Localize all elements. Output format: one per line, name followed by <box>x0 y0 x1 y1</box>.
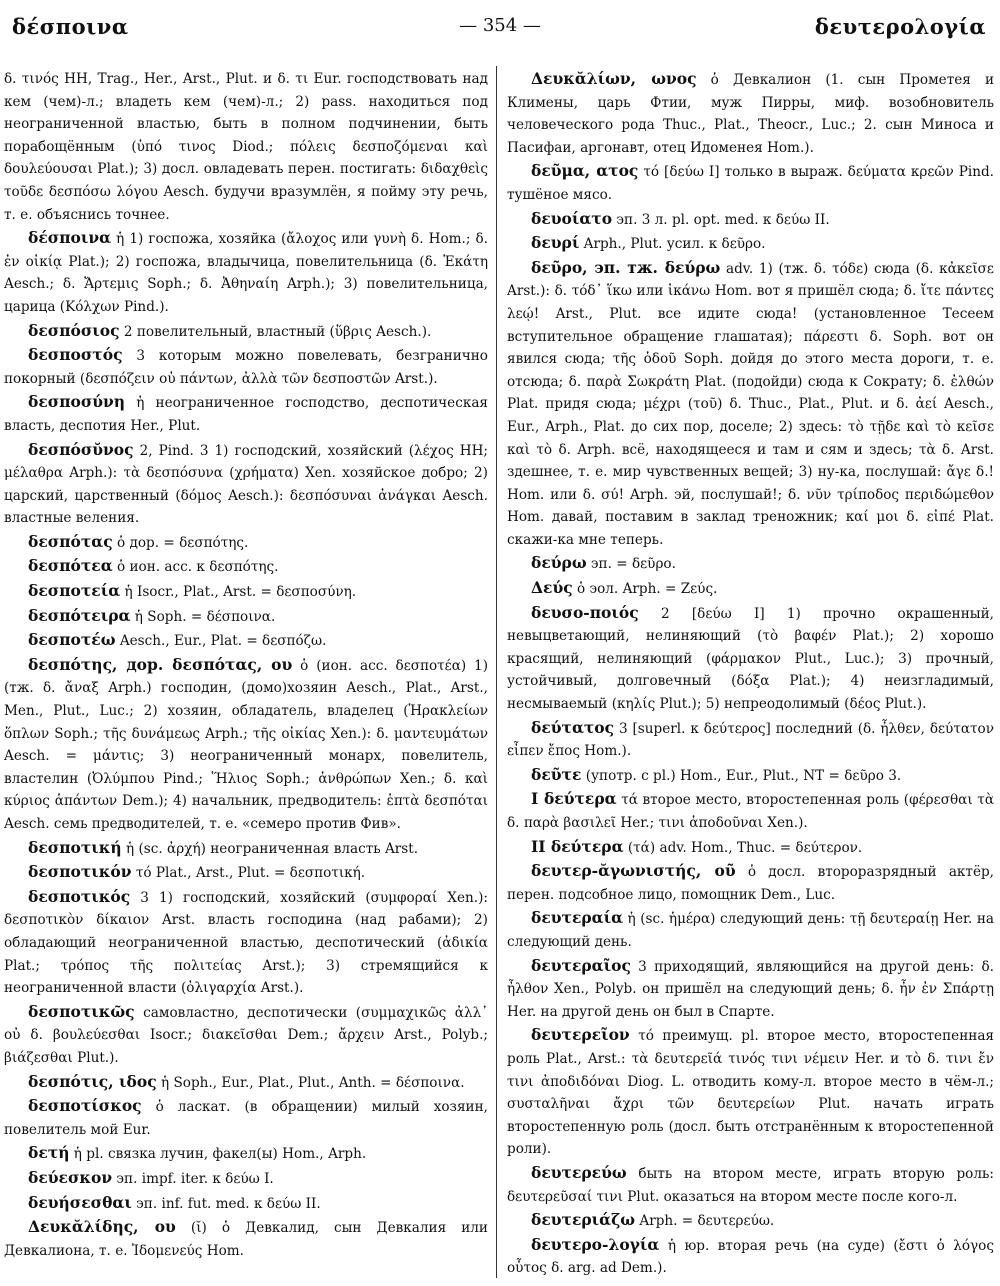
dictionary-entry <box>4 227 488 318</box>
dictionary-entry <box>507 68 994 159</box>
entry-headword: δέσποινα <box>28 228 112 248</box>
entry-headword: δεσπότεα <box>28 556 113 576</box>
entry-definition: ἡ Soph., Eur., Plat., Plut., Anth. = δέσποινα. <box>160 1074 465 1091</box>
entry-headword: δευοίατο <box>531 208 613 228</box>
dictionary-entry <box>4 837 488 861</box>
entry-definition: τό Plat., Arst., Plut. = δεσποτική. <box>135 865 366 882</box>
dictionary-entry <box>4 344 488 390</box>
dictionary-entry <box>507 1024 994 1161</box>
dictionary-entry <box>4 1071 488 1095</box>
entry-headword: δεῦμα, ατος <box>531 161 639 181</box>
entry-definition: ἡ (sc. ἀρχή) неограниченная власть Arst. <box>126 840 419 857</box>
entry-headword: δευτεραῖος <box>531 955 631 975</box>
dictionary-entry <box>507 788 994 834</box>
entry-definition: 3 которым можно повелевать, безгранично покорный (δεσπόζειν οὐ πάντων, ἀλλὰ τῶν δεσποστῶν Arst.). <box>4 348 488 387</box>
entry-definition: τό преимущ. pl. второе место, второстепенная роль Plat., Arst.: τὰ δευτερεῖά τινός τινι νέμειν Her. и τὸ δ. τινι ἔν τινι ἀποδιδόναι Diog. L. отводить кому-л. второе место в чём-л.; συσταλῆναι ἄχρι τῶν δευτερείων Plut. начать играть второстепенную роль (досл. быть отстранённым к второстепенной роли). <box>507 1028 994 1158</box>
right-running-headword: δευτερολογία <box>814 14 986 39</box>
entry-definition: τά второе место, второстепенная роль (φέρεσθαι τὰ δ. παρὰ βασιλεῖ Her.; τινι ἀποδοῦναι Xen.). <box>507 792 994 831</box>
entry-definition: τό [δεύω I] только в выраж. δεύματα κρεῶν Pind. тушёное мясо. <box>507 164 994 203</box>
entry-headword: Δευκᾰλίδης, ου <box>28 1217 176 1237</box>
dictionary-entry <box>4 1142 488 1166</box>
dictionary-entry <box>507 208 994 232</box>
entry-headword: δεσπόσῠνος <box>28 439 134 459</box>
entry-definition: ὁ ион. acc. к δεσπότης. <box>116 559 279 576</box>
column-divider <box>496 66 497 1278</box>
entry-headword: δεσποτικόν <box>28 862 132 882</box>
entry-headword: δεύρω <box>531 553 587 573</box>
dictionary-entry <box>507 232 994 256</box>
entry-definition: 3 1) господский, хозяйский (συμφοραί Xen.): δεσποτικὸν δίκαιον Arst. власть господина (над рабами); 2) обладающий неограниченной властью, деспотический (ἀδικία Plat.; τρόπος τῆς πολιτείας Arst.); 3) стремящийся к неограниченной власти (ὀλιγαρχία Arst.). <box>4 889 488 997</box>
dictionary-entry <box>507 577 994 601</box>
entry-headword: I δεύτερα <box>531 789 617 809</box>
dictionary-entry <box>4 439 488 530</box>
entry-headword: Δεύς <box>531 578 573 598</box>
dictionary-entry <box>507 836 994 860</box>
entry-headword: δεσπότας <box>28 531 113 551</box>
page-header <box>0 0 1000 50</box>
dictionary-entry <box>507 257 994 552</box>
entry-definition: ἡ pl. связка лучин, факел(ы) Hom., Arph. <box>73 1146 367 1163</box>
dictionary-entry <box>507 860 994 906</box>
dictionary-entry <box>4 886 488 1000</box>
entry-headword: δευσο-ποιός <box>531 602 639 622</box>
left-running-headword: δέσποινα <box>12 14 129 39</box>
entry-definition: 3 приходящий, являющийся на другой день: δ. ἦλθον Xen., Polyb. он пришёл на следующий день; δ. ἦν ἐν Σπάρτῃ Her. на другой день он был в Спарте. <box>507 958 994 1020</box>
dictionary-entry <box>507 602 994 716</box>
dictionary-entry <box>507 1234 994 1280</box>
entry-headword: Δευκᾰλίων, ωνος <box>531 69 697 88</box>
entry-headword: δεσπότις, ιδος <box>28 1071 157 1091</box>
left-column <box>4 68 488 1280</box>
dictionary-entry <box>4 1095 488 1141</box>
entry-definition: ὁ досл. второразрядный актёр, перен. подсобное лицо, помощник Dem., Luc. <box>507 864 994 903</box>
entry-definition: ὁ Девкалион (1. сын Прометея и Климены, царь Фтии, муж Пирры, миф. возобновитель человеческого рода Thuc., Plat., Theocr., Luc.; 2. сын Миноса и Пасифаи, аргонавт, отец Идоменея Hom.). <box>507 72 994 156</box>
entry-definition: (τά) adv. Hom., Thuc. = δεύτερον. <box>627 839 863 856</box>
entry-headword: δεσποτική <box>28 837 122 857</box>
entry-definition: эп. impf. iter. к δεύω I. <box>116 1170 274 1187</box>
entry-definition: ἡ (sc. ἡμέρα) следующий день: τῇ δευτεραίῃ Her. на следующий день. <box>507 911 994 950</box>
dictionary-entry <box>4 605 488 629</box>
entry-definition: δ. τινός HH, Trag., Her., Arst., Plut. и δ. τι Eur. господствовать над кем (чем)-л.; владеть кем (чем)-л.; 2) pass. находиться под неограниченной властью, быть в полном подчинении, быть порабощённым (ὑπό τινος Diod.; πόλεις δεσποζόμεναι καὶ δουλεύουσαι Plat.); 3) досл. овладевать перен. постигать: διδαχθεὶς τοῦδε δεσπόσω λόγου Aesch. будучи вразумлён, я пойму эту речь, т. е. объяснись точнее. <box>4 71 488 223</box>
entry-definition: (ῐ) ὁ Девкалид, сын Девкалия или Девкалиона, т. е. Ἰδομενεύς Hom. <box>4 1220 488 1259</box>
page-number: — 354 — <box>459 15 541 36</box>
entry-headword: δευρί <box>531 233 580 253</box>
entry-headword: δευτερεῖον <box>531 1025 630 1045</box>
dictionary-entry <box>4 391 488 437</box>
entry-definition: быть на втором месте, играть вторую роль: δευτερεῦσαί τινι Plut. оказаться на втором месте после кого-л. <box>507 1165 994 1205</box>
entry-definition: ὁ (ион. acc. δεσποτέα) 1) (тж. δ. ἄναξ Arph.) господин, (домо)хозяин Aesch., Plat., Arst., Men., Plut., Luc.; 2) хозяин, обладатель, владелец (Ἡρακλείων ὅπλων Soph.; τῆς δυνάμεως Arph.; τῆς οἰκίας Xen.): δ. μαντευμάτων Aesch. = μάντις; 3) неограниченный монарх, повелитель, властелин (Ὀλύμπου Pind.; Ἥλιος Soph.; ἀνθρώπων Xen.; δ. καὶ κύριος ἁπάντων Dem.); 4) начальник, предводитель: ἑπτὰ δεσπόται Aesch. семь предводителей, т. е. «семеро против Фив». <box>4 657 488 832</box>
dictionary-entry <box>4 580 488 604</box>
entry-headword: δεσποτίσκος <box>28 1096 142 1116</box>
dictionary-entry <box>4 1192 488 1216</box>
dictionary-entry <box>4 555 488 579</box>
entry-definition: эп. = δεῦρο. <box>590 556 676 573</box>
dictionary-entry <box>4 1216 488 1262</box>
dictionary-entry <box>4 68 488 226</box>
entry-headword: δευτερο-λογία <box>531 1234 660 1254</box>
entry-headword: δεσποτέω <box>28 630 116 650</box>
dictionary-entry <box>507 1209 994 1233</box>
dictionary-entry <box>507 907 994 953</box>
entry-headword: δευήσεσθαι <box>28 1192 132 1212</box>
dictionary-entry <box>4 320 488 344</box>
entry-headword: δεσπόσιος <box>28 320 120 340</box>
entry-headword: δεσποτικός <box>28 886 131 906</box>
dictionary-entry <box>4 654 488 836</box>
entry-definition: (употр. с pl.) Hom., Eur., Plut., NT = δεῦρο 3. <box>585 767 902 784</box>
entry-headword: δεσποσύνη <box>28 392 126 412</box>
entry-headword: δευτερ-ᾰγωνιστής, οῦ <box>531 861 736 881</box>
entry-headword: δεῦρο, эп. тж. δεύρω <box>531 257 721 277</box>
entry-definition: ἡ Soph. = δέσποινα. <box>134 608 276 625</box>
entry-definition: Aesch., Eur., Plat. = δεσπόζω. <box>119 633 327 650</box>
entry-headword: δεσπότειρα <box>28 605 131 625</box>
dictionary-entry <box>507 552 994 576</box>
entry-definition: ἡ юр. вторая речь (на суде) (ἔστι ὁ λόγος οὗτος δ. arg. ad Dem.). <box>507 1237 994 1277</box>
entry-headword: δεσπότης, дор. δεσπότας, ου <box>28 654 293 674</box>
dictionary-entry <box>507 160 994 206</box>
dictionary-entry <box>507 1162 994 1208</box>
entry-headword: δετή <box>28 1143 70 1163</box>
entry-definition: эп. 3 л. pl. opt. med. к δεύω II. <box>616 211 830 228</box>
dictionary-entry <box>4 861 488 885</box>
entry-definition: ὁ дор. = δεσπότης. <box>117 534 249 551</box>
entry-definition: ἡ Isocr., Plat., Arst. = δεσποσύνη. <box>124 584 357 601</box>
dictionary-entry <box>4 1001 488 1070</box>
entry-definition: 2 [δεύω I] 1) прочно окрашенный, невыцветающий, нелиняющий (τὸ βαφέν Plat.); 2) хорошо красящий, нелиняющий (φάρμακον Plut., Luc.); 3) прочный, устойчивый, долговечный (δόξα Plat.); 4) неизгладимый, несмываемый (κηλίς Plut.); 5) непреодолимый (δέος Plut.). <box>507 605 994 713</box>
entry-headword: II δεύτερα <box>531 836 624 856</box>
entry-definition: ὁ эол. Arph. = Ζεύς. <box>576 581 718 598</box>
right-column <box>507 68 994 1280</box>
dictionary-entry <box>4 1167 488 1191</box>
entry-definition: ὁ ласкат. (в обращении) милый хозяин, повелитель мой Eur. <box>4 1099 488 1138</box>
dictionary-entry <box>507 955 994 1024</box>
entry-definition: эп. inf. fut. med. к δεύω II. <box>136 1195 321 1212</box>
entry-headword: δεσποτεία <box>28 581 121 601</box>
entry-definition: ἡ неограниченное господство, деспотическая власть, деспотия Her., Plut. <box>4 395 488 434</box>
entry-definition: 3 [superl. к δεύτερος] последний (δ. ἦλθεν, δεύτατον εἶπεν ἔπος Hom.). <box>507 720 994 760</box>
entry-headword: δεύεσκον <box>28 1167 113 1187</box>
dictionary-entry <box>4 531 488 555</box>
dictionary-entry <box>4 629 488 653</box>
entry-headword: δευτεριάζω <box>531 1210 636 1230</box>
entry-headword: δευτερεύω <box>531 1162 627 1182</box>
entry-headword: δευτεραία <box>531 908 624 928</box>
entry-definition: 2 повелительный, властный (ὕβρις Aesch.). <box>123 323 432 340</box>
entry-definition: Arph., Plut. усил. к δεῦρο. <box>583 236 766 253</box>
entry-definition: ἡ 1) госпожа, хозяйка (ἄλοχος или γυνὴ δ. Hom.; δ. ἐν οἰκίᾳ Plat.); 2) госпожа, владычица, повелительница (δ. Ἑκάτη Aesch.; δ. Ἄρτεμις Soph.; δ. Ἀθηναίη Arph.); 3) повелительница, царица (Κόλχων Pind.). <box>4 231 488 315</box>
entry-headword: δεύτατος <box>531 717 615 737</box>
entry-definition: Arph. = δευτερεύω. <box>639 1213 775 1230</box>
entry-headword: δεσποτικῶς <box>28 1001 135 1021</box>
entry-definition: adv. 1) (тж. δ. τόδε) сюда (δ. κἀκεῖσε Arst.): δ. τόδ᾽ ἵκω или ἱκάνω Hom. вот я пришёл сюда; δ. ἴτε πάντες λεῴ! Arst., Plut. все идите сюда! (установленное Тесеем вступительное обращение глашатая); πάρεστι δ. Soph. вот он явился сюда; τῆς ὁδοῦ Soph. дойдя до этого места дороги, т. е. отсюда; δ. παρὰ Σωκράτη Plat. (подойди) сюда к Сократу; δ. ἐλθών Plat. придя сюда; μέχρι (τοῦ) δ. Thuc., Plat., Plut. и δ. ἀεί Aesch., Eur., Arph., Plat. до сих пор, доселе; 2) здесь: τὸ τῇδε καὶ τὸ κεῖσε καὶ τὸ δ. Arph. всё, находящееся и там и сям и здесь; τὰ δ. Arst. здешнее, т. е. мир чувственных вещей; 3) ну-ка, послушай: ἄγε δ.! Hom. или δ. σύ! Arph. эй, послушай!; δ. νῦν τρίποδος περιδώμεθον Hom. давай, поставим в заклад треножник; καί μοι δ. εἰπέ Plat. скажи-ка мне теперь. <box>507 260 994 548</box>
dictionary-entry <box>507 717 994 763</box>
entry-definition: 2, Pind. 3 1) господский, хозяйский (λέχος HH; μέλαθρα Arph.): τὰ δεσπόσυνα (χρήματα) Xen. хозяйское добро; 2) царский, царственный (δόμος Aesch.): δεσπόσυναι ἀνάγκαι Aesch. властные веления. <box>4 442 488 527</box>
entry-definition: самовластно, деспотически (συμμαχικῶς ἀλλ᾽ οὐ δ. βουλεύεσθαι Isocr.; διακεῖσθαι Dem.; ἄρχειν Arst., Polyb.; βιάζεσθαι Plut.). <box>4 1004 488 1066</box>
dictionary-entry <box>507 764 994 788</box>
entry-headword: δεσποστός <box>28 345 123 365</box>
entry-headword: δεῦτε <box>531 764 582 784</box>
